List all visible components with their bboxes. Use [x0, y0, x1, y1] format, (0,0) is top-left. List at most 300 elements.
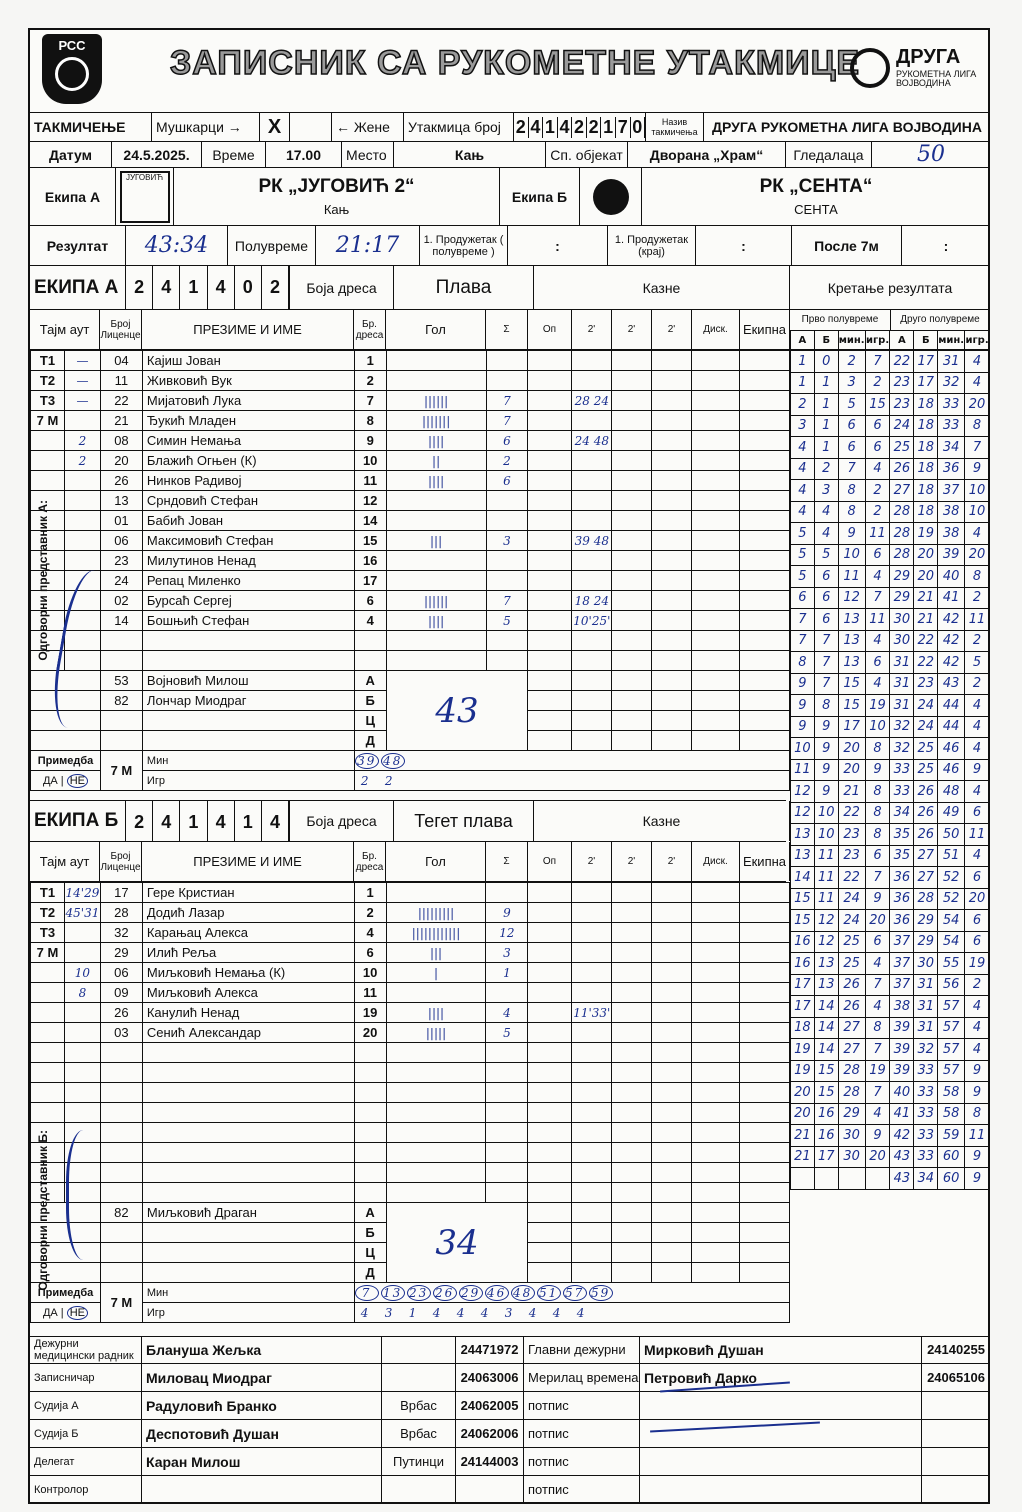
- player-goal-sum: 6: [486, 431, 528, 451]
- player-license: 06: [100, 531, 142, 551]
- column-header-col-warn: Оп: [528, 310, 572, 349]
- warning: [528, 923, 572, 943]
- footer-role-name: Петровић Дарко: [640, 1364, 922, 1391]
- progress-cell: 6: [965, 867, 990, 889]
- progress-cell: 3: [838, 372, 865, 394]
- disqualification: [692, 983, 740, 1003]
- progress-cell: 18: [791, 1017, 815, 1039]
- timeout-mark: [64, 943, 100, 963]
- sevenm-minutes: [354, 751, 789, 771]
- player-tag: [31, 451, 65, 471]
- teams-row: [30, 168, 988, 226]
- progress-cell: 22: [914, 630, 938, 652]
- player-license: 14: [100, 611, 142, 631]
- warning: [528, 651, 572, 671]
- warning: [528, 591, 572, 611]
- official-row: [31, 1203, 790, 1223]
- footer-role-name: Мирковић Душан: [640, 1337, 922, 1363]
- team-b-name: РК „СЕНТА“: [759, 176, 873, 197]
- spectators-label: Гледалаца: [786, 142, 872, 167]
- team-exclusion: [739, 883, 789, 903]
- progress-cell: 20: [838, 759, 865, 781]
- progress-subheader-sub-igr: игр.: [865, 331, 890, 351]
- suspension-2: [612, 1063, 652, 1083]
- footer-label: Судија А: [30, 1392, 142, 1419]
- progress-cell: 3: [791, 415, 815, 437]
- remark-yes-no[interactable]: ДА | НЕ: [31, 1303, 101, 1323]
- suspension-2: [612, 1103, 652, 1123]
- team-exclusion: [739, 1183, 789, 1203]
- timeout-mark: [64, 511, 100, 531]
- progress-cell: 20: [914, 566, 938, 588]
- remark-yes[interactable]: ДА: [42, 774, 58, 787]
- team-exclusion: [739, 1083, 789, 1103]
- player-row: [31, 1183, 790, 1203]
- progress-cell: 6: [791, 587, 815, 609]
- player-goal-sum: 5: [486, 611, 528, 631]
- remark-yes[interactable]: ДА: [42, 1306, 58, 1319]
- player-license: 29: [100, 943, 142, 963]
- progress-cell: 37: [938, 480, 965, 502]
- player-row: [31, 1083, 790, 1103]
- suspension-1: 10'25': [572, 611, 612, 631]
- result-row: [30, 226, 988, 266]
- progress-cell: 7: [791, 630, 815, 652]
- player-jersey: 10: [354, 963, 386, 983]
- player-goal-sum: [486, 371, 528, 391]
- progress-cell: 6: [965, 802, 990, 824]
- sevenm-player: 4: [552, 1305, 563, 1320]
- player-goal-sum: [486, 511, 528, 531]
- progress-cell: 13: [838, 630, 865, 652]
- player-license: 28: [100, 903, 142, 923]
- team-b-column-header: [30, 842, 786, 882]
- suspension-3: [652, 371, 692, 391]
- progress-cell: 35: [890, 824, 914, 846]
- player-license: [100, 1083, 142, 1103]
- suspension-1: [572, 1083, 612, 1103]
- column-header-col-sum: Σ: [486, 310, 528, 349]
- sevenm-minutes: [354, 1283, 789, 1303]
- suspension-3: [652, 1043, 692, 1063]
- footer-name: Блануша Жељка: [142, 1337, 382, 1363]
- suspension-2: [612, 923, 652, 943]
- federation-logo: [42, 34, 102, 104]
- team-exclusion: [740, 371, 790, 391]
- match-number: [514, 113, 646, 141]
- progress-cell: 36: [890, 888, 914, 910]
- progress-cell: 37: [890, 953, 914, 975]
- team-exclusion: [740, 431, 790, 451]
- team-b-penalties-label: Казне: [534, 801, 790, 841]
- player-goals: [386, 491, 486, 511]
- progress-row: [791, 996, 990, 1018]
- official-name: [142, 1223, 354, 1243]
- progress-cell: 16: [814, 1103, 838, 1125]
- progress-cell: 7: [814, 673, 838, 695]
- progress-cell: 57: [938, 1039, 965, 1061]
- match-number-digit: 0: [631, 117, 646, 138]
- half-label: Полувреме: [228, 226, 316, 265]
- disqualification: [692, 963, 740, 983]
- team-a-jersey-label: Боја дреса: [290, 266, 394, 309]
- progress-subheader-sub-min: мин.: [938, 331, 965, 351]
- progress-cell: 8: [791, 652, 815, 674]
- progress-cell: 4: [865, 953, 890, 975]
- progress-cell: 9: [965, 759, 990, 781]
- progress-cell: 55: [938, 953, 965, 975]
- footer-license: 24471972: [456, 1337, 524, 1363]
- team-code-digit: 1: [180, 801, 207, 841]
- team-exclusion: [740, 451, 790, 471]
- penalty-cell: [528, 1243, 572, 1263]
- progress-cell: 14: [814, 1039, 838, 1061]
- progress-cell: 9: [814, 738, 838, 760]
- player-name: Симин Немања: [142, 431, 354, 451]
- progress-cell: 5: [791, 523, 815, 545]
- player-row: [31, 1023, 790, 1043]
- column-header-col-excl: Екипна: [740, 310, 790, 349]
- official-role: Д: [354, 1263, 386, 1283]
- progress-cell: 5: [791, 566, 815, 588]
- progress-cell: 2: [965, 673, 990, 695]
- player-license: [100, 1063, 142, 1083]
- progress-cell: 24: [914, 695, 938, 717]
- suspension-1: [572, 471, 612, 491]
- penalty-cell: [612, 1203, 652, 1223]
- progress-cell: 7: [838, 458, 865, 480]
- player-name: Канулић Ненад: [142, 1003, 354, 1023]
- progress-cell: 21: [791, 1125, 815, 1147]
- suspension-3: [652, 611, 692, 631]
- progress-cell: 16: [791, 931, 815, 953]
- disqualification: [692, 1163, 740, 1183]
- player-row: [31, 611, 790, 631]
- suspension-3: [652, 1163, 692, 1183]
- match-number-digit: 4: [529, 117, 544, 138]
- player-license: 03: [100, 1023, 142, 1043]
- progress-cell: 54: [938, 910, 965, 932]
- penalty-cell: [528, 671, 572, 691]
- progress-cell: 16: [791, 953, 815, 975]
- player-row: [31, 351, 790, 371]
- penalty-cell: [528, 711, 572, 731]
- player-jersey: 6: [354, 591, 386, 611]
- progress-cell: 39: [890, 1060, 914, 1082]
- player-row: [31, 451, 790, 471]
- player-row: [31, 471, 790, 491]
- penalty-cell: [528, 1223, 572, 1243]
- warning: [528, 903, 572, 923]
- progress-cell: 33: [938, 394, 965, 416]
- warning: [528, 571, 572, 591]
- penalty-cell: [692, 1223, 740, 1243]
- warning: [528, 611, 572, 631]
- suspension-1: 28 24: [572, 391, 612, 411]
- progress-cell: 51: [938, 845, 965, 867]
- player-goals: [386, 371, 486, 391]
- progress-cell: 57: [938, 1060, 965, 1082]
- suspension-2: [612, 551, 652, 571]
- penalty-cell: [692, 1263, 740, 1283]
- progress-row: [791, 480, 990, 502]
- player-tag: [31, 1063, 65, 1083]
- team-exclusion: [740, 391, 790, 411]
- progress-cell: 29: [914, 931, 938, 953]
- progress-cell: 43: [890, 1168, 914, 1190]
- player-jersey: [354, 1143, 386, 1163]
- footer-role-license: [922, 1448, 990, 1475]
- progress-cell: 19: [791, 1060, 815, 1082]
- timeout-mark: [64, 923, 100, 943]
- footer-row: [30, 1448, 990, 1476]
- official-name: [142, 711, 354, 731]
- suspension-3: [652, 491, 692, 511]
- disqualification: [692, 471, 740, 491]
- progress-cell: 31: [914, 1017, 938, 1039]
- progress-cell: 33: [914, 1082, 938, 1104]
- handball-icon: [55, 57, 89, 91]
- progress-cell: 24: [914, 716, 938, 738]
- progress-cell: 10: [838, 544, 865, 566]
- footer-city: [382, 1337, 456, 1363]
- suspension-1: [572, 1063, 612, 1083]
- progress-cell: 15: [791, 910, 815, 932]
- progress-cell: 4: [791, 437, 815, 459]
- player-tag: [31, 431, 65, 451]
- progress-cell: 6: [965, 910, 990, 932]
- progress-row: [791, 781, 990, 803]
- player-jersey: 16: [354, 551, 386, 571]
- player-goal-sum: [486, 1183, 528, 1203]
- progress-cell: 32: [914, 1039, 938, 1061]
- player-name: [142, 1103, 354, 1123]
- place-value: Кањ: [394, 142, 546, 167]
- progress-cell: 4: [791, 480, 815, 502]
- progress-cell: 30: [890, 630, 914, 652]
- timeout-mark: [64, 471, 100, 491]
- player-name: Сенић Александар: [142, 1023, 354, 1043]
- team-exclusion: [740, 631, 790, 651]
- progress-subheader-sub-igr: игр.: [965, 331, 990, 351]
- team-code-digit: 2: [126, 801, 153, 841]
- suspension-3: [652, 571, 692, 591]
- player-name: Илић Реља: [142, 943, 354, 963]
- suspension-3: [652, 923, 692, 943]
- progress-cell: 7: [791, 609, 815, 631]
- spectators-value: 50: [917, 142, 945, 167]
- progress-cell: 33: [914, 1103, 938, 1125]
- progress-cell: 4: [865, 673, 890, 695]
- progress-cell: 5: [791, 544, 815, 566]
- player-license: 17: [100, 883, 142, 903]
- suspension-2: [612, 491, 652, 511]
- timeout-mark: [64, 1003, 100, 1023]
- official-license: 82: [100, 691, 142, 711]
- suspension-1: [572, 903, 612, 923]
- suspension-2: [612, 1143, 652, 1163]
- penalty-cell: [692, 711, 740, 731]
- sevenm-minute: 46: [485, 1285, 509, 1301]
- warning: [528, 1163, 572, 1183]
- progress-cell: 11: [814, 888, 838, 910]
- player-row: [31, 371, 790, 391]
- progress-cell: 12: [838, 587, 865, 609]
- player-goals: [386, 351, 486, 371]
- player-goal-sum: 1: [486, 963, 528, 983]
- player-goals: |||||||: [386, 411, 486, 431]
- remark-row: [31, 1283, 790, 1303]
- progress-cell: 20: [791, 1082, 815, 1104]
- player-row: [31, 631, 790, 651]
- player-row: [31, 983, 790, 1003]
- progress-cell: 9: [965, 1082, 990, 1104]
- progress-cell: 20: [965, 888, 990, 910]
- progress-row: [791, 1017, 990, 1039]
- player-goal-sum: 2: [486, 451, 528, 471]
- player-license: 13: [100, 491, 142, 511]
- remark-no[interactable]: НЕ: [67, 1306, 88, 1320]
- progress-cell: 2: [965, 630, 990, 652]
- rep-b-signature: [66, 1130, 109, 1260]
- disqualification: [692, 551, 740, 571]
- footer-row: [30, 1336, 990, 1364]
- progress-cell: 17: [914, 372, 938, 394]
- progress-cell: 4: [965, 716, 990, 738]
- progress-cell: 28: [890, 544, 914, 566]
- progress-cell: 27: [838, 1039, 865, 1061]
- player-goals: ||||: [386, 1003, 486, 1023]
- suspension-1: [572, 551, 612, 571]
- remark-yes-no[interactable]: ДА | НЕ: [31, 771, 101, 791]
- player-name: Бабић Јован: [142, 511, 354, 531]
- suspension-1: [572, 511, 612, 531]
- suspension-1: [572, 983, 612, 1003]
- suspension-2: [612, 1003, 652, 1023]
- progress-cell: 14: [814, 1017, 838, 1039]
- suspension-3: [652, 1083, 692, 1103]
- after7m-label: После 7м: [792, 226, 902, 265]
- progress-cell: 37: [890, 931, 914, 953]
- progress-cell: 33: [890, 781, 914, 803]
- team-code-digit: 0: [235, 266, 262, 309]
- player-row: [31, 651, 790, 671]
- progress-cell: 49: [938, 802, 965, 824]
- progress-row: [791, 1103, 990, 1125]
- sevenm-minute: 7: [355, 1285, 379, 1301]
- team-exclusion: [740, 511, 790, 531]
- progress-cell: 9: [865, 759, 890, 781]
- progress-cell: 32: [890, 716, 914, 738]
- progress-cell: 28: [838, 1082, 865, 1104]
- progress-cell: 0: [814, 351, 838, 373]
- player-row: [31, 491, 790, 511]
- player-name: [142, 651, 354, 671]
- timeout-mark: [64, 1023, 100, 1043]
- progress-cell: 9: [814, 716, 838, 738]
- remark-no[interactable]: НЕ: [67, 774, 88, 788]
- sevenm-igr-label: Игр: [142, 771, 354, 791]
- penalty-cell: [572, 1263, 612, 1283]
- suspension-3: [652, 1063, 692, 1083]
- player-jersey: 1: [354, 883, 386, 903]
- column-header-col-warn: Оп: [528, 842, 572, 881]
- progress-cell: 22: [890, 351, 914, 373]
- progress-cell: 4: [865, 458, 890, 480]
- suspension-3: [652, 551, 692, 571]
- progress-cell: [791, 1168, 815, 1190]
- progress-cell: 43: [938, 673, 965, 695]
- progress-cell: 31: [890, 695, 914, 717]
- progress-cell: 5: [814, 544, 838, 566]
- warning: [528, 551, 572, 571]
- footer-role-name: [640, 1392, 922, 1419]
- warning: [528, 1103, 572, 1123]
- column-header-col-excl: Екипна: [740, 842, 790, 881]
- player-row: [31, 1123, 790, 1143]
- progress-subheader-sub-b: Б: [814, 331, 838, 351]
- progress-cell: 9: [865, 888, 890, 910]
- player-license: [100, 1043, 142, 1063]
- suspension-2: [612, 471, 652, 491]
- suspension-3: [652, 471, 692, 491]
- team-b-jersey-label: Боја дреса: [290, 801, 394, 841]
- progress-cell: 12: [791, 781, 815, 803]
- player-jersey: 7: [354, 391, 386, 411]
- player-name: Срндовић Стефан: [142, 491, 354, 511]
- penalty-cell: [652, 1263, 692, 1283]
- player-row: [31, 571, 790, 591]
- comp-name-label: Назив такмичења: [646, 113, 704, 141]
- footer-city: Путинци: [382, 1448, 456, 1475]
- progress-row: [791, 888, 990, 910]
- progress-cell: 60: [938, 1146, 965, 1168]
- player-goals: |||: [386, 531, 486, 551]
- progress-cell: 5: [965, 652, 990, 674]
- progress-row: [791, 953, 990, 975]
- progress-cell: 30: [914, 953, 938, 975]
- progress-cell: 33: [914, 1125, 938, 1147]
- footer-role: потпис: [524, 1448, 640, 1475]
- player-name: [142, 1063, 354, 1083]
- suspension-3: [652, 631, 692, 651]
- suspension-1: [572, 1143, 612, 1163]
- progress-cell: 6: [814, 587, 838, 609]
- progress-cell: 24: [890, 415, 914, 437]
- player-name: [142, 1083, 354, 1103]
- progress-cell: 27: [838, 1017, 865, 1039]
- player-name: Гере Кристиан: [142, 883, 354, 903]
- progress-cell: 4: [965, 845, 990, 867]
- progress-cell: 25: [838, 931, 865, 953]
- progress-cell: 60: [938, 1168, 965, 1190]
- player-goal-sum: [486, 491, 528, 511]
- remark-label: Примедба: [31, 1283, 101, 1303]
- penalty-cell: [528, 691, 572, 711]
- player-goals: [386, 511, 486, 531]
- men-label: Мушкарци →: [152, 113, 260, 141]
- team-a-label: Екипа А: [30, 168, 116, 225]
- player-jersey: 12: [354, 491, 386, 511]
- disqualification: [692, 1103, 740, 1123]
- suspension-2: [612, 351, 652, 371]
- team-a-player-table: [30, 350, 790, 791]
- team-code-digit: 4: [208, 801, 235, 841]
- progress-cell: 9: [838, 523, 865, 545]
- men-blank: [290, 113, 332, 141]
- progress-cell: 44: [938, 695, 965, 717]
- penalty-cell: [612, 711, 652, 731]
